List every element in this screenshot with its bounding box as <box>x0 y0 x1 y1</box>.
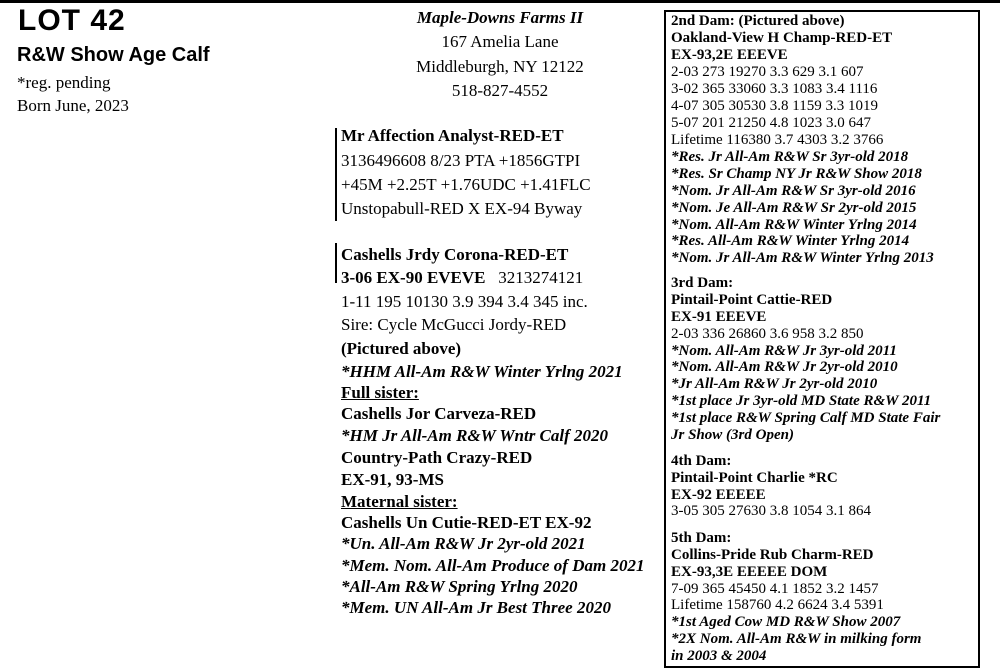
full-sister-award: *HM Jr All-Am R&W Wntr Calf 2020 <box>341 426 609 445</box>
second-dam-award-5: *Nom. All-Am R&W Winter Yrlng 2014 <box>671 217 917 233</box>
third-dam-award-1: *Nom. All-Am R&W Jr 3yr-old 2011 <box>671 343 897 359</box>
fourth-dam-record-1: 3-05 305 27630 3.8 1054 3.1 864 <box>671 503 871 519</box>
maternal-sister-label: Maternal sister: <box>341 492 458 511</box>
full-sister-name: Cashells Jor Carveza-RED <box>341 404 537 423</box>
fifth-dam-award-3: in 2003 & 2004 <box>671 648 767 664</box>
second-dam-record-4: 5-07 201 21250 4.8 1023 3.0 647 <box>671 115 871 131</box>
third-dam-award-3: *Jr All-Am R&W Jr 2yr-old 2010 <box>671 376 878 392</box>
fifth-dam-heading: 5th Dam: <box>671 530 732 546</box>
sire-line-2: +45M +2.25T +1.76UDC +1.41FLC <box>341 175 591 194</box>
birth-date: Born June, 2023 <box>17 96 129 115</box>
second-dam-name: Oakland-View H Champ-RED-ET <box>671 30 893 46</box>
fifth-dam-award-2: *2X Nom. All-Am R&W in milking form <box>671 631 922 647</box>
maternal-award-1: *Un. All-Am R&W Jr 2yr-old 2021 <box>341 534 586 553</box>
second-dam-award-1: *Res. Jr All-Am R&W Sr 3yr-old 2018 <box>671 149 909 165</box>
dam-class: 3-06 EX-90 EVEVE <box>341 268 486 287</box>
second-dam-lifetime: Lifetime 116380 3.7 4303 3.2 3766 <box>671 132 884 148</box>
second-dam-award-4: *Nom. Je All-Am R&W Sr 2yr-old 2015 <box>671 200 917 216</box>
fourth-dam-class: EX-92 EEEEE <box>671 487 766 503</box>
registration-note: *reg. pending <box>17 73 111 92</box>
third-dam-award-6: Jr Show (3rd Open) <box>671 427 794 443</box>
fourth-dam-heading: 4th Dam: <box>671 453 732 469</box>
dam-bracket-line <box>335 243 337 283</box>
third-dam-award-2: *Nom. All-Am R&W Jr 2yr-old 2010 <box>671 359 898 375</box>
sire-name: Mr Affection Analyst-RED-ET <box>341 126 564 145</box>
maternal-award-4: *Mem. UN All-Am Jr Best Three 2020 <box>341 598 611 617</box>
second-dam-record-1: 2-03 273 19270 3.3 629 3.1 607 <box>671 64 864 80</box>
fifth-dam-award-1: *1st Aged Cow MD R&W Show 2007 <box>671 614 901 630</box>
second-dam-class: EX-93,2E EEEVE <box>671 47 788 63</box>
third-dam-heading: 3rd Dam: <box>671 275 734 291</box>
second-dam-award-3: *Nom. Jr All-Am R&W Sr 3yr-old 2016 <box>671 183 916 199</box>
third-dam-class: EX-91 EEEVE <box>671 309 767 325</box>
fourth-dam-name: Pintail-Point Charlie *RC <box>671 470 838 486</box>
dam-name: Cashells Jrdy Corona-RED-ET <box>341 245 569 264</box>
maternal-award-3: *All-Am R&W Spring Yrlng 2020 <box>341 577 578 596</box>
dam-sire-line: Sire: Cycle McGucci Jordy-RED <box>341 315 567 334</box>
farm-name: Maple-Downs Farms II <box>416 8 584 27</box>
sire-line-1: 3136496608 8/23 PTA +1856GTPI <box>341 151 581 170</box>
fifth-dam-name: Collins-Pride Rub Charm-RED <box>671 547 874 563</box>
fifth-dam-class: EX-93,3E EEEEE DOM <box>671 564 828 580</box>
maternal-award-2: *Mem. Nom. All-Am Produce of Dam 2021 <box>341 556 645 575</box>
farm-phone: 518-827-4552 <box>451 81 549 100</box>
third-dam-award-4: *1st place Jr 3yr-old MD State R&W 2011 <box>671 393 932 409</box>
lot-subtitle: R&W Show Age Calf <box>17 44 210 66</box>
farm-address-2: Middleburgh, NY 12122 <box>416 57 584 76</box>
second-dam-heading: 2nd Dam: (Pictured above) <box>671 13 845 29</box>
second-dam-award-6: *Res. All-Am R&W Winter Yrlng 2014 <box>671 233 910 249</box>
third-dam-award-5: *1st place R&W Spring Calf MD State Fair <box>671 410 941 426</box>
third-dam-record-1: 2-03 336 26860 3.6 958 3.2 850 <box>671 326 864 342</box>
third-dam-name: Pintail-Point Cattie-RED <box>671 292 833 308</box>
second-dam-award-2: *Res. Sr Champ NY Jr R&W Show 2018 <box>671 166 922 182</box>
dam-reg: 3213274121 <box>498 268 584 287</box>
sire-line-3: Unstopabull-RED X EX-94 Byway <box>341 199 583 218</box>
lot-title: LOT 42 <box>18 4 126 37</box>
sire-bracket-line <box>335 128 337 221</box>
fifth-dam-record-1: 7-09 365 45450 4.1 1852 3.2 1457 <box>671 581 879 597</box>
dam-award: *HHM All-Am R&W Winter Yrlng 2021 <box>341 362 623 381</box>
dam-pictured: (Pictured above) <box>341 339 462 358</box>
second-dam-record-3: 4-07 305 30530 3.8 1159 3.3 1019 <box>671 98 878 114</box>
second-dam-record-2: 3-02 365 33060 3.3 1083 3.4 1116 <box>671 81 878 97</box>
full-sister-label: Full sister: <box>341 383 419 402</box>
maternal-sister-name: Cashells Un Cutie-RED-ET EX-92 <box>341 513 592 532</box>
fifth-dam-lifetime: Lifetime 158760 4.2 6624 3.4 5391 <box>671 597 884 613</box>
dam-record: 1-11 195 10130 3.9 394 3.4 345 inc. <box>341 292 588 311</box>
cousin-name: Country-Path Crazy-RED <box>341 448 533 467</box>
dam-class-row <box>341 267 583 289</box>
second-dam-award-7: *Nom. Jr All-Am R&W Winter Yrlng 2013 <box>671 250 934 266</box>
farm-address-1: 167 Amelia Lane <box>441 32 559 51</box>
top-rule <box>0 0 1000 3</box>
cousin-class: EX-91, 93-MS <box>341 470 444 489</box>
